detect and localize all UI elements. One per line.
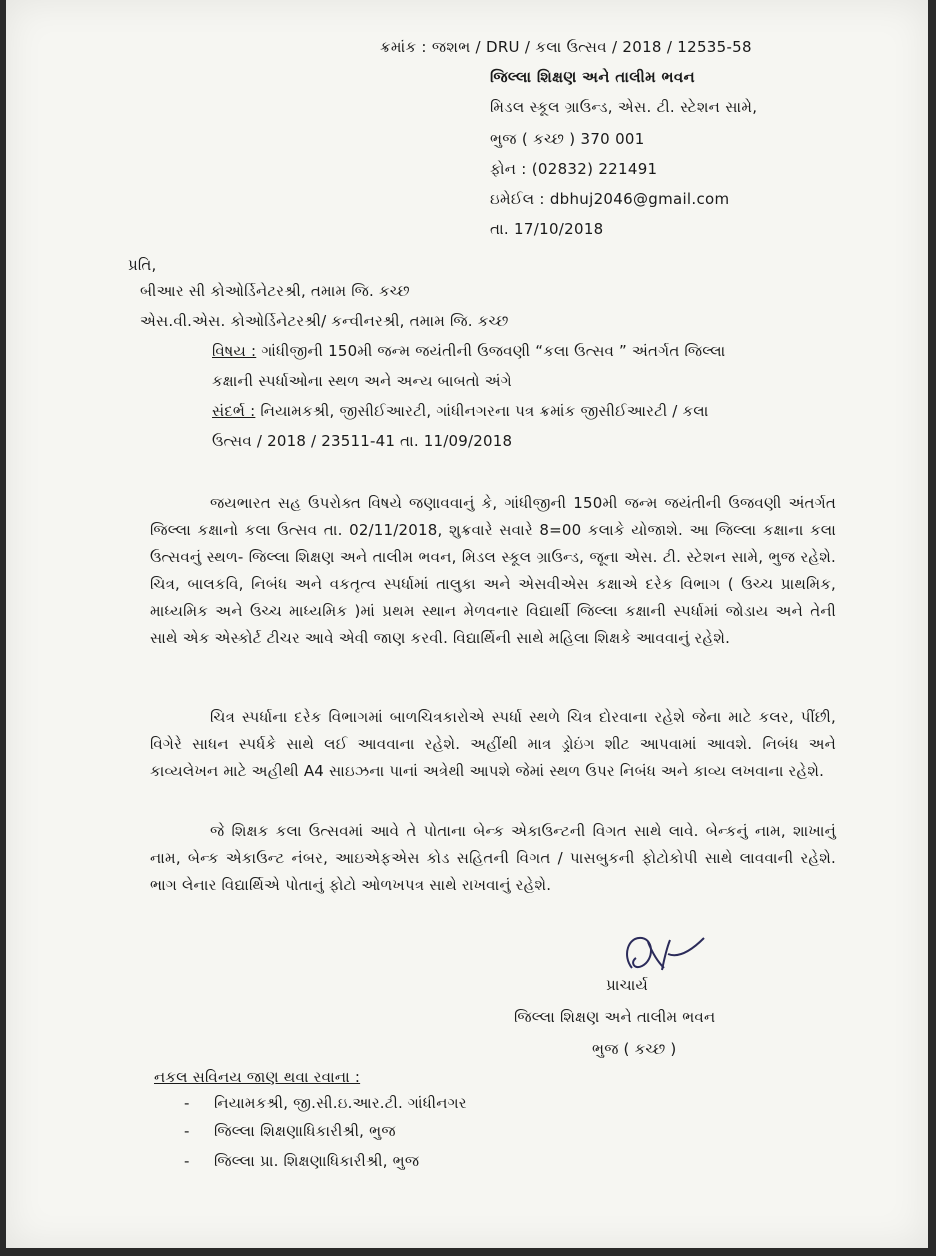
reference-text-1: નિયામકશ્રી, જીસીઈઆરટી, ગાંધીનગરના પત્ર ક્રમાંક જીસીઈઆરટી / કલા bbox=[255, 402, 709, 420]
letter-page bbox=[6, 0, 928, 1248]
letter-date: તા. 17/10/2018 bbox=[490, 220, 604, 238]
copy-bullet: - bbox=[184, 1152, 190, 1170]
email: ઇમેઈલ : dbhuj2046@gmail.com bbox=[490, 190, 730, 208]
signatory-org: જિલ્લા શિક્ષણ અને તાલીમ ભવન bbox=[514, 1008, 716, 1026]
phone: ફોન : (02832) 221491 bbox=[490, 160, 658, 178]
reference-number: ક્રમાંક : જશભ / DRU / કલા ઉત્સવ / 2018 / 12535-58 bbox=[380, 38, 752, 56]
reference-line-1 bbox=[212, 402, 709, 420]
reference-label: સંદર્ભ : bbox=[212, 402, 256, 420]
subject-line-1 bbox=[212, 342, 725, 360]
address-line-1: મિડલ સ્કૂલ ગ્રાઉન્ડ, એસ. ટી. સ્ટેશન સામે, bbox=[490, 98, 758, 116]
copy-item-3: જિલ્લા પ્રા. શિક્ષણાધિકારીશ્રી, ભુજ bbox=[214, 1152, 420, 1170]
copy-heading: નકલ સવિનય જાણ થવા રવાના : bbox=[154, 1068, 361, 1086]
copy-item-2: જિલ્લા શિક્ષણાધિકારીશ્રી, ભુજ bbox=[214, 1122, 396, 1140]
subject-line-2: કક્ષાની સ્પર્ધાઓના સ્થળ અને અન્ય બાબતો અંગે bbox=[212, 372, 512, 390]
signatory-place: ભુજ ( કચ્છ ) bbox=[592, 1040, 677, 1058]
copy-bullet: - bbox=[184, 1122, 190, 1140]
reference-line-2: ઉત્સવ / 2018 / 23511-41 તા. 11/09/2018 bbox=[212, 432, 513, 450]
recipient-line-2: એસ.વી.એસ. કોઓર્ડિનેટરશ્રી/ કન્વીનરશ્રી, તમામ જિ. કચ્છ bbox=[140, 312, 509, 330]
copy-bullet: - bbox=[184, 1094, 190, 1112]
paragraph-3: જે શિક્ષક કલા ઉત્સવમાં આવે તે પોતાના બેન્ક એકાઉન્ટની વિગત સાથે લાવે. બેન્કનું નામ, શાખાનું નામ, બેન્ક એકાઉન્ટ નંબર, આઇએફએસ કોડ સહિતની વિગત / પાસબુકની ફોટોકોપી સાથે લાવવાની રહેશે. ભાગ લેનાર વિદ્યાર્થિએ પોતાનું ફોટો ઓળખપત્ર સાથે રાખવાનું રહેશે. bbox=[150, 822, 836, 894]
address-line-2: ભુજ ( કચ્છ ) 370 001 bbox=[490, 130, 645, 148]
prati: પ્રતિ, bbox=[128, 256, 157, 274]
subject-text-1: ગાંધીજીની 150મી જન્મ જયંતીની ઉજવણી “કલા ઉત્સવ ” અંતર્ગત જિલ્લા bbox=[256, 342, 726, 360]
recipient-line-1: બીઆર સી કોઓર્ડિનેટરશ્રી, તમામ જિ. કચ્છ bbox=[140, 282, 410, 300]
paragraph-2: ચિત્ર સ્પર્ધાના દરેક વિભાગમાં બાળચિત્રકારોએ સ્પર્ધા સ્થળે ચિત્ર દોરવાના રહેશે જેના માટે કલર, પીંછી, વિગેરે સાધન સ્પર્ધકે સાથે લઈ આવવાના રહેશે. અહીંથી માત્ર ડ્રોઇંગ શીટ આપવામાં આવશે. નિબંધ અને કાવ્યલેખન માટે અહીથી A4 સાઇઝના પાનાં અત્રેથી આપશે જેમાં સ્થળ ઉપર નિબંધ અને કાવ્ય લખવાના રહેશે. bbox=[150, 708, 836, 780]
subject-label: વિષય : bbox=[212, 342, 257, 360]
org-name: જિલ્લા શિક્ષણ અને તાલીમ ભવન bbox=[490, 68, 695, 86]
signatory-title: પ્રાચાર્ય bbox=[606, 976, 648, 994]
copy-item-1: નિયામકશ્રી, જી.સી.ઇ.આર.ટી. ગાંધીનગર bbox=[214, 1094, 467, 1112]
paragraph-1: જયભારત સહ ઉપરોક્ત વિષયે જણાવવાનું કે, ગાંધીજીની 150મી જન્મ જયંતીની ઉજવણી અંતર્ગત જિલ્લા કક્ષાનો કલા ઉત્સવ તા. 02/11/2018, શુક્રવારે સવારે 8=00 કલાકે યોજાશે. આ જિલ્લા કક્ષાના કલા ઉત્સવનું સ્થળ- જિલ્લા શિક્ષણ અને તાલીમ ભવન, મિડલ સ્કૂલ ગ્રાઉન્ડ, જૂના એસ. ટી. સ્ટેશન સામે, ભુજ રહેશે. ચિત્ર, બાલકવિ, નિબંધ અને વકતૃત્વ સ્પર્ધામાં તાલુકા અને એસવીએસ કક્ષાએ દરેક વિભાગ ( ઉચ્ચ પ્રાથમિક, માધ્યમિક અને ઉચ્ચ માધ્યમિક )માં પ્રથમ સ્થાન મેળવનાર વિદ્યાર્થી જિલ્લા કક્ષાની સ્પર્ધામાં જોડાય અને તેની સાથે એક એસ્કોર્ટ ટીચર આવે એવી જાણ કરવી. વિદ્યાર્થિની સાથે મહિલા શિક્ષકે આવવાનું રહેશે. bbox=[150, 494, 836, 647]
